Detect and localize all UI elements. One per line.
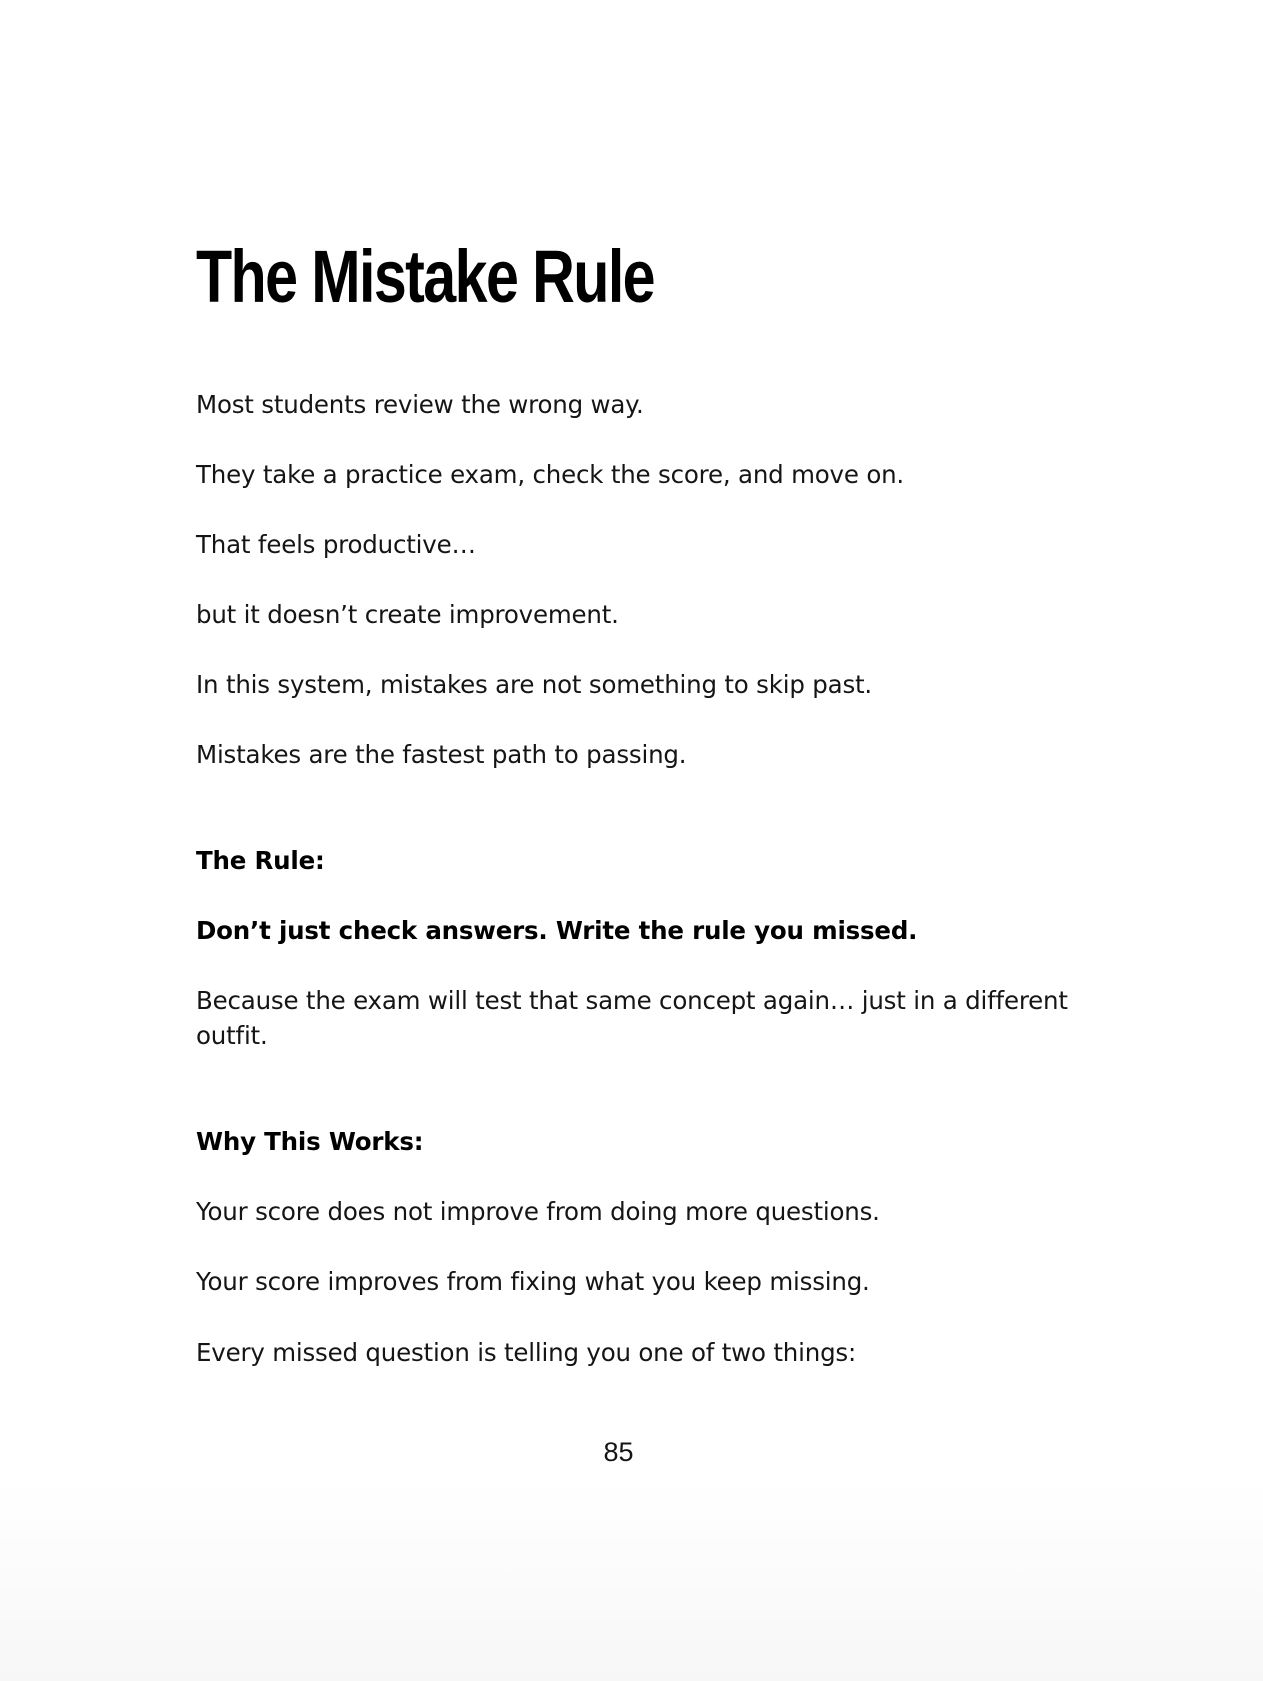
body-paragraph: That feels productive… bbox=[196, 530, 476, 559]
rule-explanation: Because the exam will test that same concept again… just in a different outfit. bbox=[196, 986, 1068, 1050]
body-paragraph: In this system, mistakes are not something to skip past. bbox=[196, 670, 873, 699]
section-heading-rule: The Rule: bbox=[196, 846, 325, 875]
rule-statement: Don’t just check answers. Write the rule you missed. bbox=[196, 916, 918, 945]
section-heading-why: Why This Works: bbox=[196, 1127, 424, 1156]
body-paragraph: They take a practice exam, check the score, and move on. bbox=[196, 460, 905, 489]
body-paragraph: Mistakes are the fastest path to passing. bbox=[196, 740, 687, 769]
body-paragraph: Your score does not improve from doing more questions. bbox=[196, 1197, 880, 1226]
page-number: 85 bbox=[603, 1437, 634, 1467]
body-paragraph: Every missed question is telling you one of two things: bbox=[196, 1338, 857, 1367]
body-paragraph: but it doesn’t create improvement. bbox=[196, 600, 619, 629]
body-paragraph: Your score improves from fixing what you keep missing. bbox=[196, 1267, 870, 1296]
body-paragraph: Most students review the wrong way. bbox=[196, 390, 644, 419]
page-title: The Mistake Rule bbox=[196, 235, 655, 318]
